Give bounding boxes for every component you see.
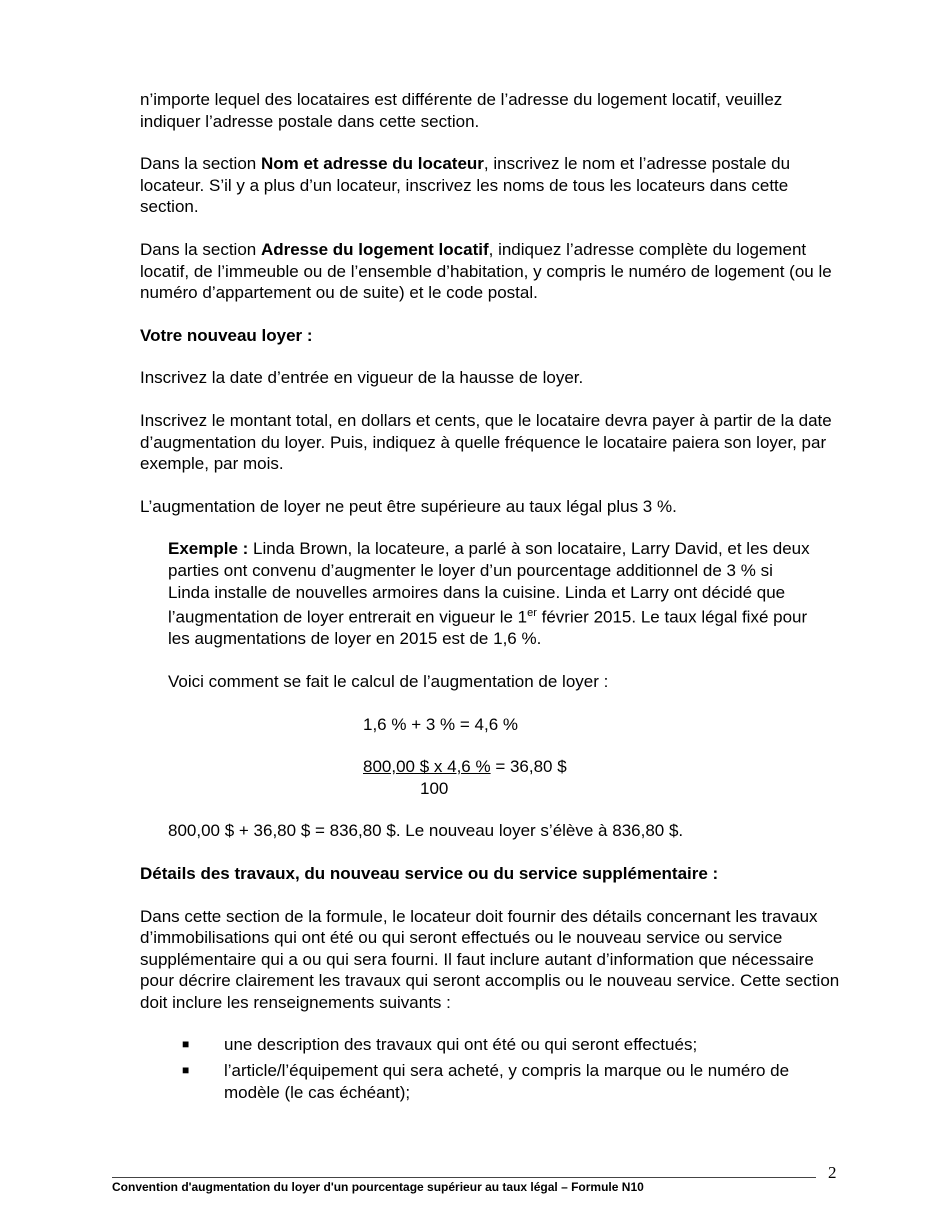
example-text: Linda Brown, la locateure, a parlé à son locataire, Larry David, et les deux parties ont convenu d’augmenter le loyer d’un pourcentage additionnel de 3 % si Linda installe de nouvelles armoires dans la cuisine. Linda et Larry ont décidé que l’augmentation de loyer entrerait en vigueur le 1 bbox=[168, 539, 810, 627]
list-item bbox=[140, 1034, 840, 1056]
calc-line-rate: 1,6 % + 3 % = 4,6 % bbox=[363, 714, 518, 734]
rental-section-name: Adresse du logement locatif bbox=[260, 239, 489, 259]
calculation bbox=[363, 714, 818, 800]
calc-line-fraction bbox=[363, 756, 818, 799]
landlord-section-name: Nom et adresse du locateur bbox=[260, 154, 484, 174]
paragraph-max-increase: L’augmentation de loyer ne peut être supérieure au taux légal plus 3 %. bbox=[140, 496, 677, 516]
list-item-text: l’article/l’équipement qui sera acheté, y compris la marque ou le numéro de modèle (le cas échéant); bbox=[224, 1061, 790, 1102]
paragraph-landlord-name bbox=[140, 153, 840, 218]
fraction-numerator: 800,00 $ x 4,6 % bbox=[363, 757, 491, 777]
text: , inscrivez le nom et l’adresse postale du locateur. S’il y a plus d’un locateur, inscrivez les noms de tous les locateurs dans cette section. bbox=[140, 154, 791, 217]
paragraph-mailing-address: n’importe lequel des locataires est différente de l’adresse du logement locatif, veuillez indiquer l’adresse postale dans cette section. bbox=[140, 90, 783, 131]
heading-work-details: Détails des travaux, du nouveau service ou du service supplémentaire : bbox=[140, 863, 719, 883]
paragraph-work-details: Dans cette section de la formule, le locateur doit fournir des détails concernant les travaux d’immobilisations qui ont été ou qui seront effectués ou le nouveau service ou service supplémentaire qui a ou qui sera fourni. Il faut inclure autant d’information que nécessaire pour décrire clairement les travaux qui seront accomplis ou le nouveau service. Cette section doit inclure les renseignements suivants : bbox=[140, 906, 840, 1012]
footer-title: Convention d'augmentation du loyer d'un pourcentage supérieur au taux légal – Formule N10 bbox=[112, 1180, 644, 1194]
paragraph-total-amount: Inscrivez le montant total, en dollars et cents, que le locataire devra payer à partir de la date d’augmentation du loyer. Puis, indiquez à quelle fréquence le locataire paiera son loyer, par exemple, par mois. bbox=[140, 410, 832, 474]
example-label: Exemple : bbox=[168, 539, 249, 559]
footer-divider bbox=[112, 1177, 816, 1178]
list-item bbox=[140, 1060, 840, 1103]
square-bullet-icon: ■ bbox=[182, 1063, 190, 1078]
paragraph-rental-address bbox=[140, 239, 840, 304]
list-item-text: une description des travaux qui ont été ou qui seront effectués; bbox=[224, 1035, 698, 1055]
heading-new-rent: Votre nouveau loyer : bbox=[140, 325, 313, 345]
document-body bbox=[140, 89, 840, 1107]
fraction-result: = 36,80 $ bbox=[490, 757, 567, 777]
page-number: 2 bbox=[828, 1163, 837, 1182]
text: Dans la section bbox=[140, 239, 261, 259]
calc-intro: Voici comment se fait le calcul de l’augmentation de loyer : bbox=[168, 671, 609, 691]
example-block bbox=[168, 538, 818, 842]
paragraph-effective-date: Inscrivez la date d’entrée en vigueur de la hausse de loyer. bbox=[140, 368, 584, 388]
example-paragraph bbox=[168, 538, 818, 650]
square-bullet-icon: ■ bbox=[182, 1037, 190, 1052]
text: , indiquez l’adresse complète du logement locatif, de l’immeuble ou de l’ensemble d’habitation, y compris le numéro de logement (ou le numéro d’appartement ou de suite) et le code postal. bbox=[140, 239, 832, 303]
text: Dans la section bbox=[140, 154, 261, 174]
details-bullet-list bbox=[140, 1034, 840, 1103]
example-conclusion: 800,00 $ + 36,80 $ = 836,80 $. Le nouveau loyer s’élève à 836,80 $. bbox=[168, 821, 684, 841]
ordinal-superscript: er bbox=[527, 607, 537, 620]
fraction-denominator: 100 bbox=[420, 778, 449, 798]
example-text: février 2015. Le taux légal fixé pour les augmentations de loyer en 2015 est de 1,6 %. bbox=[168, 607, 808, 649]
